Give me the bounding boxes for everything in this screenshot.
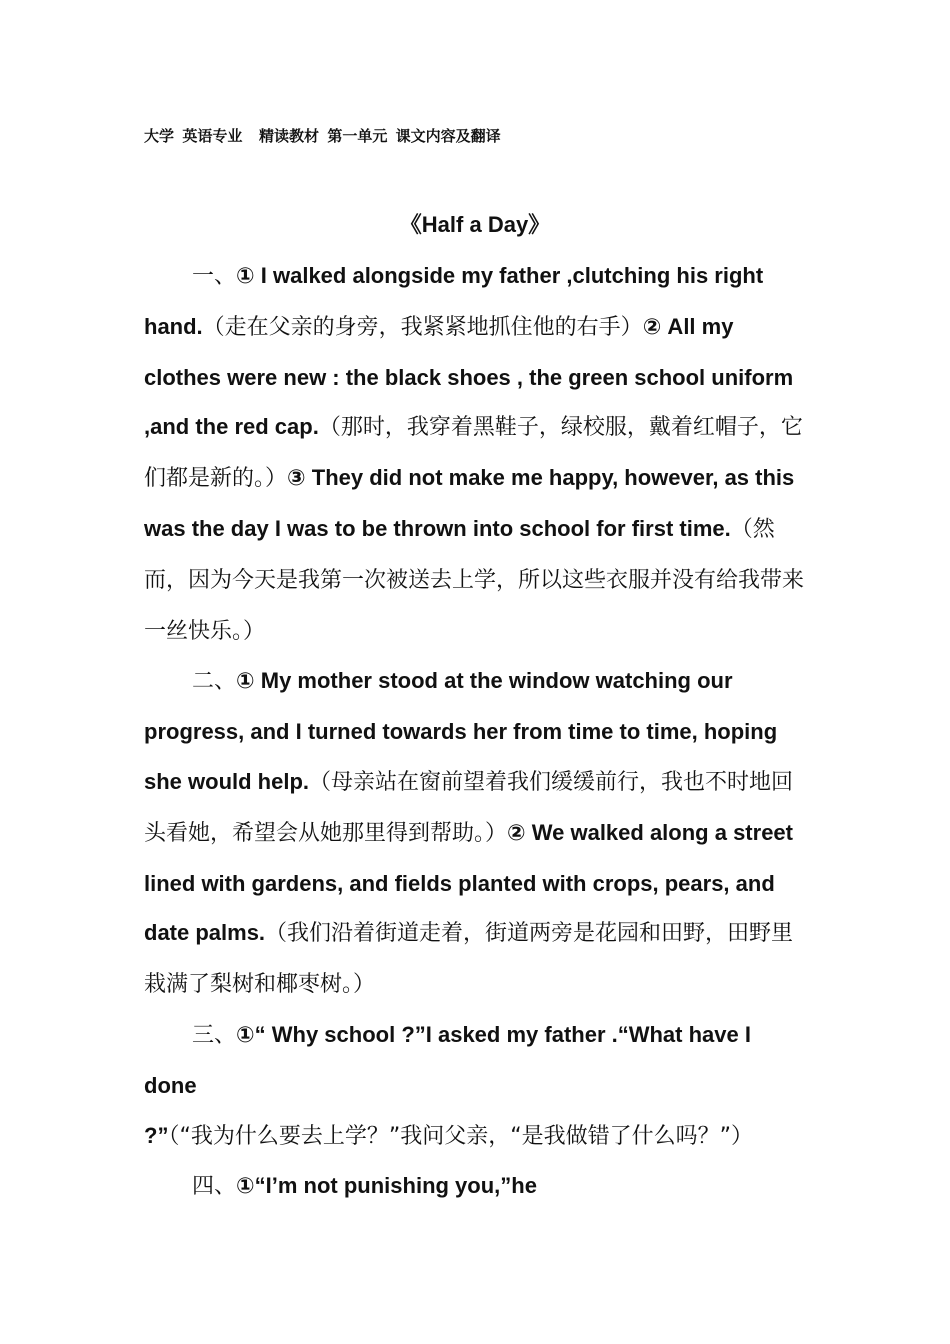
english-sentence: ② All my clothes were new : the black shoes , the green school uniform ,and the red cap.	[144, 313, 794, 440]
english-sentence: ①“I’m not punishing you,”he	[236, 1173, 537, 1199]
paragraph-2	[144, 656, 808, 1010]
paragraph-4	[144, 1161, 808, 1212]
english-sentence: ① I walked alongside my father ,clutching his right hand.	[144, 263, 764, 339]
chinese-translation: （那时，我穿着黑鞋子，绿校服，戴着红帽子，它们都是新的。）	[144, 415, 803, 492]
english-sentence: ② We walked along a street lined with gardens, and fields planted with crops, pears, and date palms.	[144, 819, 793, 946]
english-sentence: ③ They did not make me happy, however, as this was the day I was to be thrown into school for first time.	[144, 465, 795, 541]
paragraph-marker: 二、	[192, 669, 237, 695]
lesson-title: 《Half a Day》	[399, 212, 551, 237]
paragraph-marker: 一、	[192, 264, 237, 289]
chinese-translation: （“我为什么要去上学？”我问父亲，“是我做错了什么吗？”）	[168, 1123, 754, 1149]
chinese-translation: （走在父亲的身旁，我紧紧地抓住他的右手）	[202, 314, 643, 340]
paragraph-1	[144, 251, 808, 656]
document-header: 大学 英语专业 精读教材 第一单元 课文内容及翻译	[144, 128, 501, 145]
chinese-translation: （我们沿着街道走着，街道两旁是花园和田野，田野里栽满了梨树和椰枣树。）	[144, 921, 794, 998]
paragraph-3	[144, 1010, 808, 1161]
paragraph-marker: 四、	[192, 1174, 237, 1200]
english-sentence: ①“ Why school ?”I asked my father .“What have I done ?”	[144, 1021, 751, 1148]
chinese-translation: （然而，因为今天是我第一次被送去上学，所以这些衣服并没有给我带来一丝快乐。）	[144, 516, 805, 644]
paragraph-marker: 三、	[192, 1022, 237, 1048]
text-body	[144, 251, 808, 1212]
english-sentence: ① My mother stood at the window watching our progress, and I turned towards her from time to time, hoping she would help.	[144, 668, 778, 794]
chinese-translation: （母亲站在窗前望着我们缓缓前行，我也不时地回头看她，希望会从她那里得到帮助。）	[144, 769, 794, 846]
